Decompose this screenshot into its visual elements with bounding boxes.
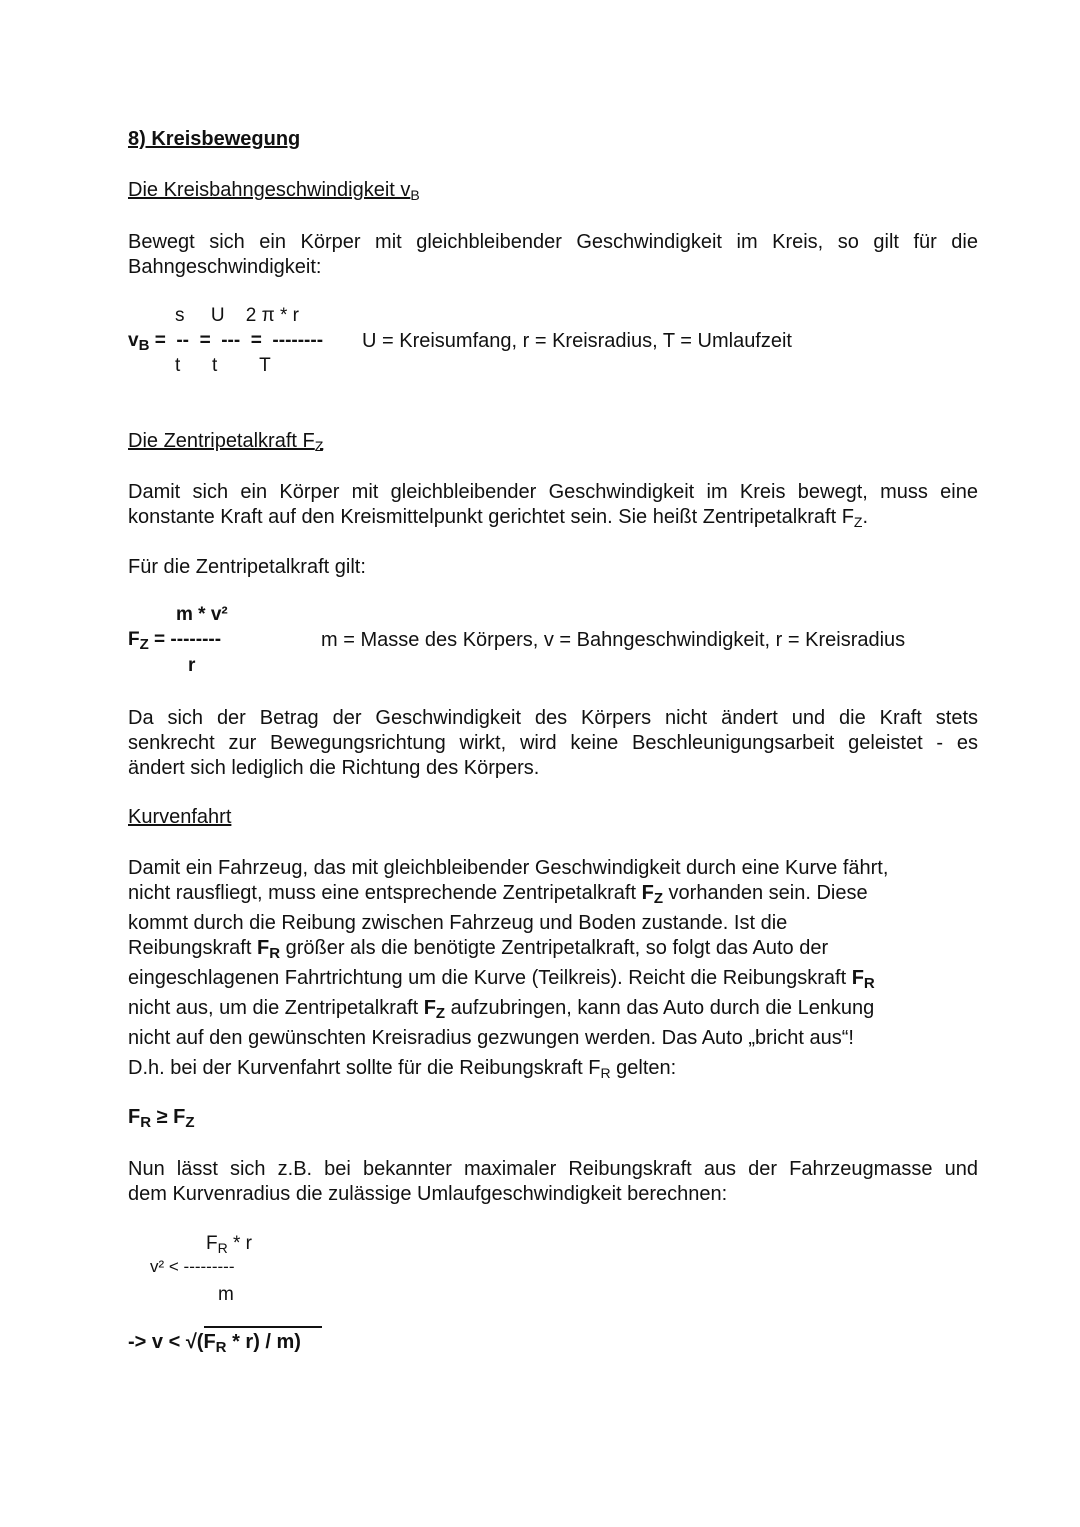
formula-vb-line: $v_B$ = -- = --- = -------- [128, 330, 324, 354]
formula-fz-numerator: m * v² [176, 604, 228, 625]
formula-intro: Für die Zentripetalkraft gilt: [128, 556, 366, 578]
heading-zentripetalkraft: Die Zentripetalkraft $F_Z$ [128, 430, 324, 454]
formula-fz-denominator: r [188, 655, 196, 676]
text-line: ändert sich lediglich die Richtung des Körpers. [128, 757, 540, 779]
text-line: nicht auf den gewünschten Kreisradius gezwungen werden. Das Auto „bricht aus“! [128, 1027, 854, 1049]
section-title: 8) Kreisbewegung [128, 128, 301, 150]
heading-kurvenfahrt: Kurvenfahrt [128, 806, 232, 828]
inequality-line: v² < --------- [150, 1257, 235, 1276]
text-line: kommt durch die Reibung zwischen Fahrzeug und Boden zustande. Ist die [128, 912, 788, 934]
text-line: Da sich der Betrag der Geschwindigkeit des Körpers nicht ändert und die Kraft stets [128, 707, 978, 729]
text-line: Damit sich ein Körper mit gleichbleibender Geschwindigkeit im Kreis bewegt, muss eine [128, 481, 978, 503]
paragraph-bahngeschwindigkeit [128, 230, 978, 280]
text-line: konstante Kraft auf den Kreismittelpunkt gerichtet sein. Sie heißt Zentripetalkraft $F_Z$. [128, 506, 869, 530]
paragraph-calculation [128, 1157, 978, 1207]
text-line: Bewegt sich ein Körper mit gleichbleibender Geschwindigkeit im Kreis, so gilt für die [128, 231, 978, 253]
text-line: Bahngeschwindigkeit: [128, 256, 322, 278]
inequality-numerator: $F_R$ * r [206, 1233, 253, 1256]
text-line: nicht aus, um die Zentripetalkraft $F_Z$ aufzubringen, kann das Auto durch die Lenkung [128, 997, 875, 1022]
sqrt-overline [204, 1326, 322, 1328]
paragraph-note [128, 706, 978, 781]
text-line: Reibungskraft $F_R$ größer als die benötigte Zentripetalkraft, so folgt das Auto der [128, 937, 829, 962]
text-line: dem Kurvenradius die zulässige Umlaufgeschwindigkeit berechnen: [128, 1183, 728, 1205]
inequality-denominator: m [218, 1284, 234, 1305]
formula-vb-legend: U = Kreisumfang, r = Kreisradius, T = Umlaufzeit [362, 330, 792, 352]
paragraph-kurvenfahrt [128, 856, 888, 1051]
condition-formula: $F_R \ge F_Z$ [128, 1106, 195, 1131]
heading-kreisbahngeschwindigkeit: Die Kreisbahngeschwindigkeit $v_B$ [128, 179, 420, 203]
formula-fz-legend: m = Masse des Körpers, v = Bahngeschwindigkeit, r = Kreisradius [321, 629, 906, 651]
text-line: Nun lässt sich z.B. bei bekannter maximaler Reibungskraft aus der Fahrzeugmasse und [128, 1158, 978, 1180]
text-line: Damit ein Fahrzeug, das mit gleichbleibender Geschwindigkeit durch eine Kurve fährt, [128, 857, 889, 879]
formula-fz-line: $F_Z$ = -------- [128, 629, 222, 653]
formula-vb-numerators: s U 2 π * r [175, 305, 299, 326]
text-line: eingeschlagenen Fahrtrichtung um die Kurve (Teilkreis). Reicht die Reibungskraft $F_R$ [128, 967, 875, 992]
text-line: senkrecht zur Bewegungsrichtung wirkt, wird keine Beschleunigungsarbeit geleistet - es [128, 732, 978, 754]
text-line: nicht rausfliegt, muss eine entsprechende Zentripetalkraft $F_Z$ vorhanden sein. Diese [128, 882, 868, 907]
result-formula: -> $v < √(F_R * r) / m$) [128, 1331, 301, 1356]
condition-intro: D.h. bei der Kurvenfahrt sollte für die Reibungskraft $F_R$ gelten: [128, 1057, 677, 1081]
paragraph-zentripetalkraft [128, 480, 978, 530]
formula-vb-denominators: t t T [175, 355, 271, 376]
